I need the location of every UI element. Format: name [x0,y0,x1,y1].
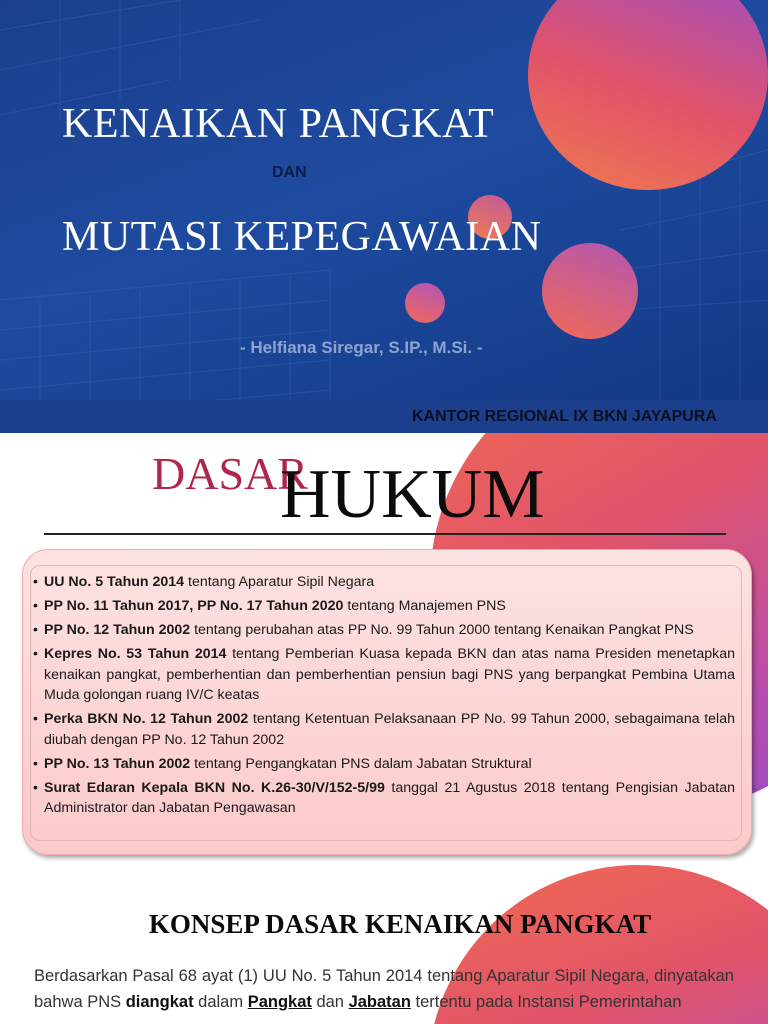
office-name: KANTOR REGIONAL IX BKN JAYAPURA [412,408,717,425]
list-item: • Kepres No. 53 Tahun 2014 tentang Pemberian Kuasa kepada BKN dan atas nama Presiden menetapkan kenaikan pangkat, pemberhentian dan pemberhentian pensiun bagi PNS yang berpangkat Pembina Utama Muda golongan ruang IV/C keatas [33,644,735,706]
decorative-circle-small [405,283,445,323]
concept-slide [0,865,768,1024]
list-item: • PP No. 13 Tahun 2002 tentang Pengangkatan PNS dalam Jabatan Struktural [33,754,735,775]
office-banner [0,400,768,433]
legal-basis-slide [0,433,768,865]
slide-title-dasar: DASAR [152,448,308,499]
title-slide [0,0,768,433]
slide-title: KENAIKAN PANGKAT [62,101,495,147]
slide-subtitle: MUTASI KEPEGAWAIAN [62,214,542,260]
slide-title: KONSEP DASAR KENAIKAN PANGKAT [148,909,652,939]
slide-title-hukum: HUKUM [280,456,545,533]
decorative-circle-medium [542,243,638,339]
list-item: • Surat Edaran Kepala BKN No. K.26-30/V/152-5/99 tanggal 21 Agustus 2018 tentang Pengisian Jabatan Administrator dan Jabatan Pengawasan [33,778,735,819]
author-name: - Helfiana Siregar, S.IP., M.Si. - [240,338,483,357]
list-item: • PP No. 11 Tahun 2017, PP No. 17 Tahun 2020 tentang Manajemen PNS [33,596,735,617]
title-divider [44,533,726,535]
slide-title-connector: DAN [272,164,307,181]
list-item: • PP No. 12 Tahun 2002 tentang perubahan atas PP No. 99 Tahun 2000 tentang Kenaikan Pangkat PNS [33,620,735,641]
concept-paragraph: Berdasarkan Pasal 68 ayat (1) UU No. 5 Tahun 2014 tentang Aparatur Sipil Negara, dinyatakan bahwa PNS diangkat dalam Pangkat dan Jabatan tertentu pada Instansi Pemerintahan [34,967,734,1011]
list-item: • UU No. 5 Tahun 2014 tentang Aparatur Sipil Negara [33,572,735,593]
legal-basis-list [33,572,735,822]
list-item: • Perka BKN No. 12 Tahun 2002 tentang Ketentuan Pelaksanaan PP No. 99 Tahun 2000, sebagaimana telah diubah dengan PP No. 12 Tahun 2002 [33,709,735,750]
